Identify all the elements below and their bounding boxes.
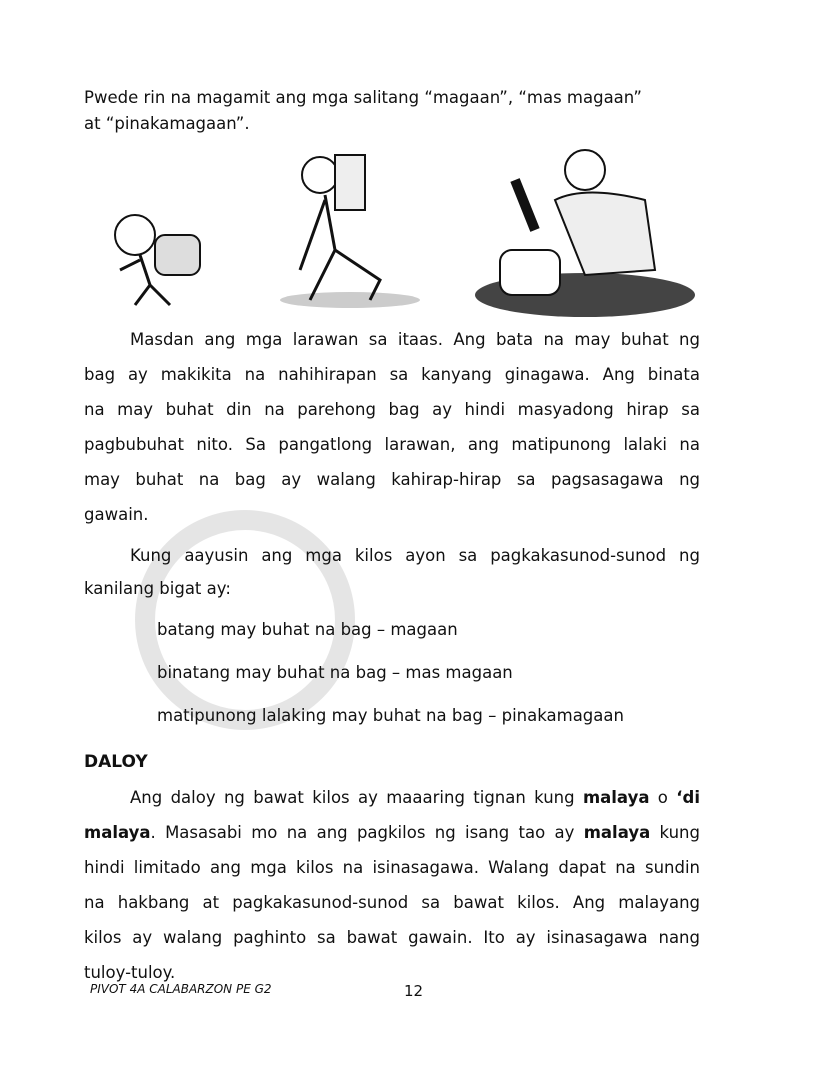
text: o [649,788,677,807]
bold-term: ‘di [676,788,700,807]
bold-term: malaya [583,823,651,842]
page-number: 12 [404,982,424,1000]
bold-term: malaya [582,788,650,807]
paragraph-line: Kung aayusin ang mga kilos ayon sa pagkakasunod-sunod ng [130,546,700,565]
paragraph-line: tuloy-tuloy. [84,963,176,982]
paragraph-line: hindi limitado ang mga kilos na isinasagawa. Walang dapat na sundin [84,858,700,877]
paragraph-line: kilos ay walang paghinto sa bawat gawain. Ito ay isinasagawa nang [84,928,700,947]
paragraph-line: bag ay makikita na nahihirapan sa kanyang ginagawa. Ang binata [84,365,700,384]
child-carrying-bag-image [100,205,215,315]
young-man-carrying-bag-image [270,140,430,315]
paragraph-line: may buhat na bag ay walang kahirap-hirap sa pagsasagawa ng [84,470,700,489]
list-item: matipunong lalaking may buhat na bag – pinakamagaan [157,706,624,725]
list-item: binatang may buhat na bag – mas magaan [157,663,513,682]
paragraph-line: kanilang bigat ay: [84,579,231,598]
paragraph-line: gawain. [84,505,149,524]
text: Ang daloy ng bawat kilos ay maaaring tignan kung [130,788,583,807]
section-heading: DALOY [84,752,148,772]
paragraph-line [84,823,700,842]
paragraph-line: Masdan ang mga larawan sa itaas. Ang bata na may buhat ng [130,330,700,349]
text: kung [650,823,700,842]
paragraph-line: pagbubuhat nito. Sa pangatlong larawan, ang matipunong lalaki na [84,435,700,454]
muscular-man-carrying-bag-image [475,140,700,320]
text: . Masasabi mo na ang pagkilos ng isang tao ay [150,823,584,842]
list-item: batang may buhat na bag – magaan [157,620,458,639]
paragraph-line: na may buhat din na parehong bag ay hindi masyadong hirap sa [84,400,700,419]
paragraph-line [130,788,700,807]
intro-line: Pwede rin na magamit ang mga salitang “magaan”, “mas magaan” [84,88,642,107]
paragraph-line: na hakbang at pagkakasunod-sunod sa bawat kilos. Ang malayang [84,893,700,912]
bold-term: malaya [84,823,151,842]
intro-line: at “pinakamagaan”. [84,114,250,133]
footer-label: PIVOT 4A CALABARZON PE G2 [90,982,272,996]
